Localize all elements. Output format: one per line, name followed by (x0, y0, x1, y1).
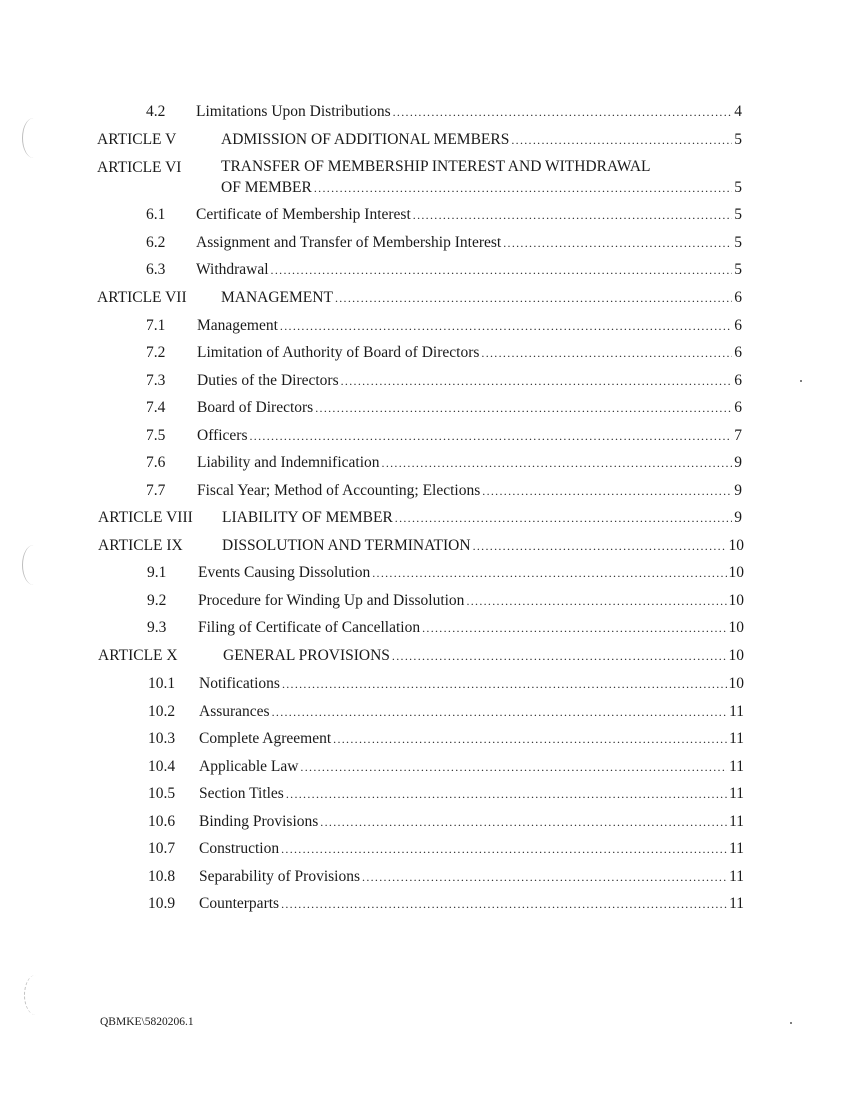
toc-number: 7.6 (146, 454, 166, 471)
toc-page-number: 9 (734, 482, 742, 499)
toc-number: 10.9 (148, 895, 176, 912)
toc-title: Board of Directors (197, 399, 314, 416)
toc-number: 10.2 (148, 703, 176, 720)
dot-leader (281, 838, 727, 860)
toc-number: 6.3 (146, 261, 166, 278)
toc-row-section-7-6 (146, 452, 742, 474)
toc-page-number: 4 (734, 103, 742, 120)
dot-leader (286, 783, 727, 805)
toc-title: Limitation of Authority of Board of Directors (197, 344, 480, 361)
toc-title: Officers (197, 427, 248, 444)
toc-title: Limitations Upon Distributions (196, 103, 391, 120)
toc-row-article-9 (98, 535, 744, 557)
toc-number: 10.1 (148, 675, 176, 692)
toc-title: Certificate of Membership Interest (196, 206, 411, 223)
punch-hole-mark-middle (22, 545, 45, 585)
toc-page-number: 7 (734, 427, 742, 444)
scan-speck (790, 1022, 792, 1024)
toc-page-number: 5 (734, 206, 742, 223)
toc-article-title: GENERAL PROVISIONS (223, 647, 390, 664)
dot-leader (382, 452, 732, 474)
toc-title: Assignment and Transfer of Membership Interest (196, 234, 502, 251)
toc-page-number: 10 (728, 564, 744, 581)
toc-article-title: TRANSFER OF MEMBERSHIP INTEREST AND WITHDRAWAL (221, 158, 651, 175)
toc-number: 7.1 (146, 317, 166, 334)
toc-page-number: 5 (734, 131, 742, 148)
toc-row-section-6-3 (146, 259, 742, 281)
toc-article-number: ARTICLE X (98, 647, 178, 664)
toc-row-section-10-6 (148, 811, 744, 833)
toc-row-section-7-5 (146, 425, 742, 447)
toc-title: Applicable Law (199, 758, 299, 775)
toc-article-number: ARTICLE IX (98, 537, 183, 554)
toc-title: Notifications (199, 675, 280, 692)
toc-page-number: 11 (729, 840, 744, 857)
toc-page-number: 11 (729, 703, 744, 720)
toc-page-number: 6 (734, 289, 742, 306)
toc-title: Filing of Certificate of Cancellation (198, 619, 421, 636)
toc-row-section-9-3 (147, 617, 744, 639)
toc-row-section-7-4 (146, 397, 742, 419)
dot-leader (393, 101, 732, 123)
dot-leader (250, 425, 733, 447)
toc-row-article-5 (97, 129, 742, 151)
toc-number: 10.4 (148, 758, 176, 775)
toc-number: 10.8 (148, 868, 176, 885)
toc-page-number: 6 (734, 372, 742, 389)
toc-title: Events Causing Dissolution (198, 564, 371, 581)
toc-number: 10.3 (148, 730, 176, 747)
toc-row-section-6-2 (146, 232, 742, 254)
toc-row-section-10-1 (148, 673, 744, 695)
toc-page-number: 5 (734, 261, 742, 278)
toc-row-section-10-9 (148, 893, 744, 915)
dot-leader (341, 370, 732, 392)
toc-row-article-10 (98, 645, 744, 667)
dot-leader (481, 342, 732, 364)
toc-page-number: 6 (734, 317, 742, 334)
toc-row-section-10-7 (148, 838, 744, 860)
toc-page-number: 10 (728, 537, 744, 554)
dot-leader (413, 204, 732, 226)
toc-title: Duties of the Directors (197, 372, 339, 389)
toc-page-number: 6 (734, 399, 742, 416)
toc-page-number: 11 (729, 785, 744, 802)
toc-number: 7.4 (146, 399, 166, 416)
dot-leader (271, 259, 732, 281)
toc-title: Procedure for Winding Up and Dissolution (198, 592, 465, 609)
toc-article-title: LIABILITY OF MEMBER (222, 509, 393, 526)
toc-row-section-9-1 (147, 562, 744, 584)
toc-row-section-10-2 (148, 701, 744, 723)
toc-number: 10.6 (148, 813, 176, 830)
dot-leader (372, 562, 726, 584)
toc-number: 9.2 (147, 592, 167, 609)
toc-page-number: 9 (734, 454, 742, 471)
toc-row-section-10-3 (148, 728, 744, 750)
dot-leader (395, 507, 732, 529)
toc-row-section-4-2 (146, 101, 742, 123)
toc-article-number: ARTICLE VI (97, 159, 182, 176)
dot-leader (466, 590, 726, 612)
toc-row-article-7 (97, 287, 742, 309)
toc-row-section-10-4 (148, 756, 744, 778)
toc-title: Section Titles (199, 785, 284, 802)
dot-leader (482, 480, 732, 502)
toc-title: Liability and Indemnification (197, 454, 380, 471)
toc-number: 4.2 (146, 103, 166, 120)
toc-number: 7.5 (146, 427, 166, 444)
toc-title: Withdrawal (196, 261, 269, 278)
toc-article-title: ADMISSION OF ADDITIONAL MEMBERS (221, 131, 510, 148)
toc-page-number: 11 (729, 895, 744, 912)
toc-article-title: MANAGEMENT (221, 289, 333, 306)
toc-page-number: 11 (729, 730, 744, 747)
toc-row-section-7-3 (146, 370, 742, 392)
dot-leader (511, 129, 732, 151)
punch-hole-mark-top (22, 118, 45, 158)
toc-number: 9.1 (147, 564, 167, 581)
toc-article-number: ARTICLE VII (97, 289, 187, 306)
toc-number: 6.2 (146, 234, 166, 251)
toc-page-number: 5 (734, 179, 742, 196)
dot-leader (272, 701, 727, 723)
dot-leader (335, 287, 732, 309)
toc-row-section-7-2 (146, 342, 742, 364)
toc-page-number: 11 (729, 758, 744, 775)
toc-number: 7.7 (146, 482, 166, 499)
dot-leader (280, 315, 732, 337)
toc-title: Assurances (199, 703, 270, 720)
dot-leader (315, 397, 732, 419)
dot-leader (314, 177, 732, 199)
toc-number: 7.3 (146, 372, 166, 389)
toc-title: Separability of Provisions (199, 868, 361, 885)
toc-page-number: 10 (728, 592, 744, 609)
toc-title: Fiscal Year; Method of Accounting; Elections (197, 482, 481, 499)
toc-title: Management (197, 317, 278, 334)
toc-article-title-continued: OF MEMBER (221, 179, 312, 196)
toc-row-section-9-2 (147, 590, 744, 612)
dot-leader (333, 728, 727, 750)
toc-article-number: ARTICLE V (97, 131, 177, 148)
toc-title: Construction (199, 840, 280, 857)
toc-page-number: 6 (734, 344, 742, 361)
toc-row-section-7-7 (146, 480, 742, 502)
toc-article-title: DISSOLUTION AND TERMINATION (222, 537, 471, 554)
toc-number: 10.7 (148, 840, 176, 857)
document-id-footer: QBMKE\5820206.1 (100, 1016, 194, 1028)
dot-leader (392, 645, 727, 667)
toc-page-number: 10 (728, 675, 744, 692)
toc-title: Counterparts (199, 895, 280, 912)
dot-leader (300, 756, 727, 778)
toc-number: 6.1 (146, 206, 166, 223)
toc-row-section-10-5 (148, 783, 744, 805)
toc-row-section-10-8 (148, 866, 744, 888)
toc-article-number: ARTICLE VIII (98, 509, 193, 526)
toc-page-number: 11 (729, 813, 744, 830)
toc-row-section-7-1 (146, 315, 742, 337)
dot-leader (503, 232, 732, 254)
toc-page-number: 11 (729, 868, 744, 885)
dot-leader (281, 893, 727, 915)
toc-page-number: 10 (728, 647, 744, 664)
toc-title: Complete Agreement (199, 730, 332, 747)
toc-row-article-6 (221, 177, 742, 199)
toc-page-number: 9 (734, 509, 742, 526)
toc-number: 9.3 (147, 619, 167, 636)
dot-leader (473, 535, 727, 557)
toc-row-article-8 (98, 507, 742, 529)
toc-page-number: 5 (734, 234, 742, 251)
punch-hole-mark-bottom (24, 975, 47, 1015)
dot-leader (422, 617, 726, 639)
toc-number: 10.5 (148, 785, 176, 802)
toc-title: Binding Provisions (199, 813, 319, 830)
scan-speck (800, 380, 802, 382)
toc-page-number: 10 (728, 619, 744, 636)
toc-row-section-6-1 (146, 204, 742, 226)
dot-leader (320, 811, 727, 833)
dot-leader (282, 673, 727, 695)
toc-number: 7.2 (146, 344, 166, 361)
dot-leader (362, 866, 727, 888)
